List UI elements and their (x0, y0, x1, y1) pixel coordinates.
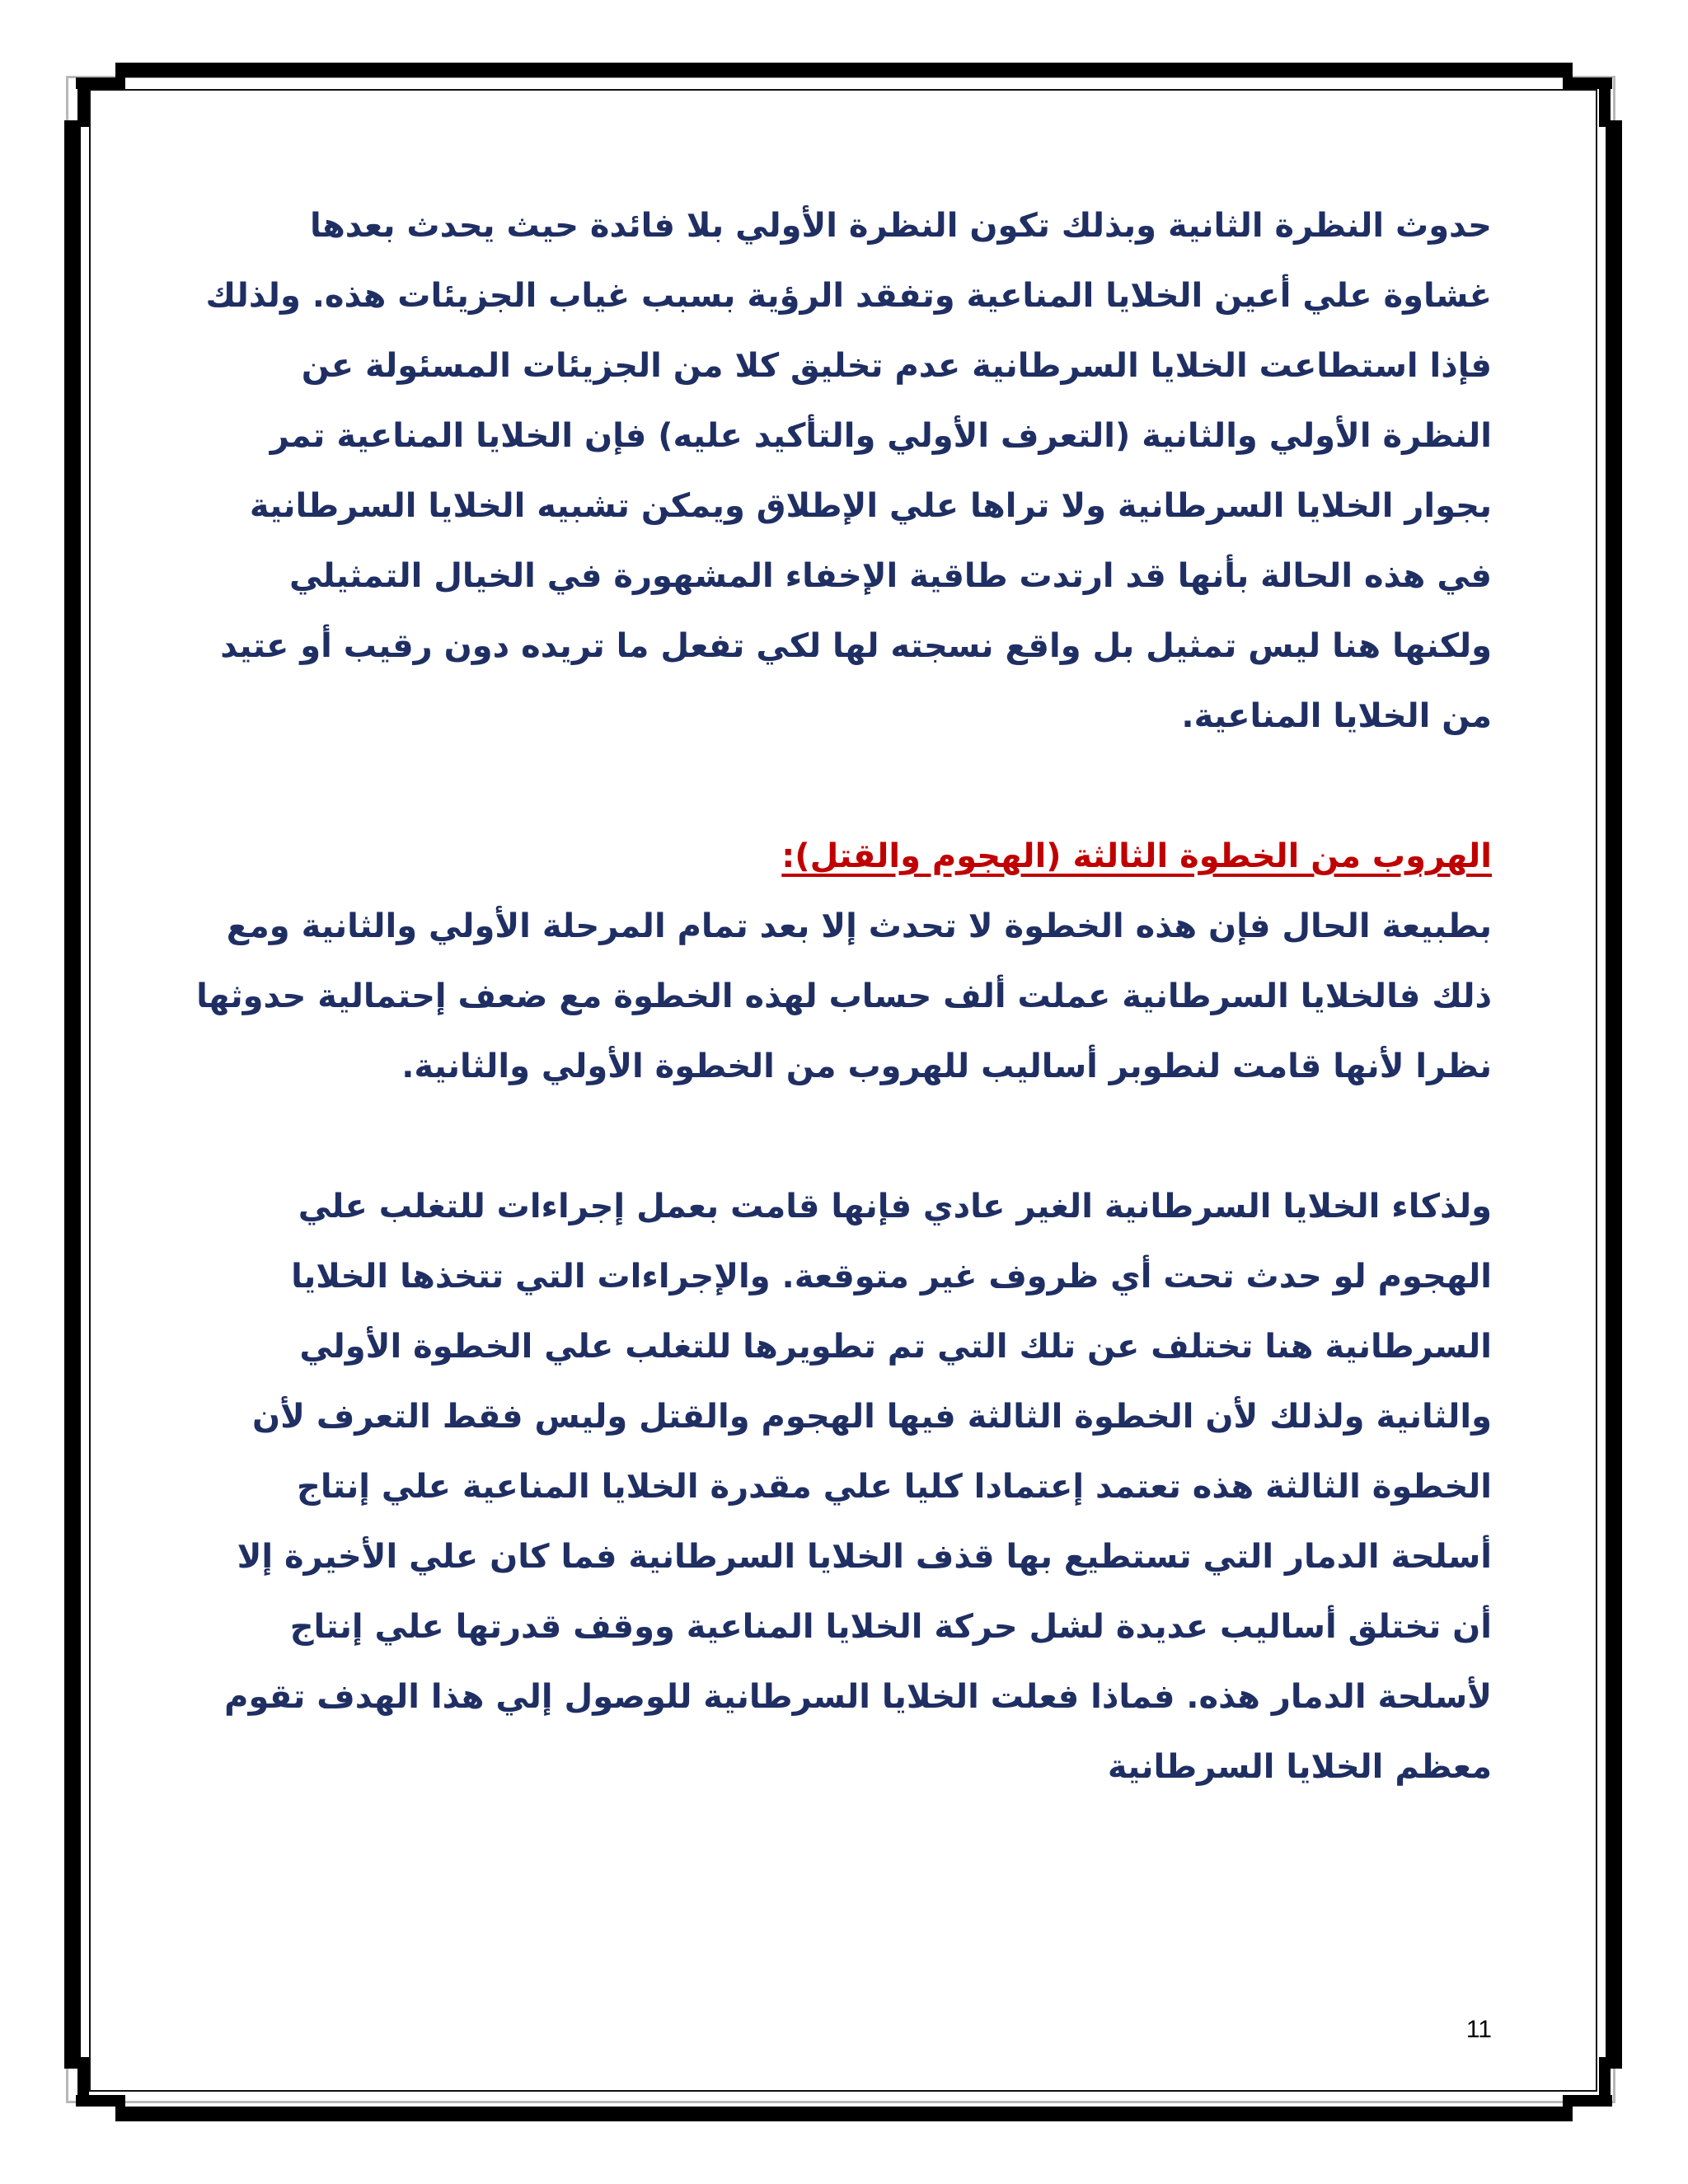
page-border-top (115, 63, 1573, 77)
section-heading: الهروب من الخطوة الثالثة (الهجوم والقتل): (781, 837, 1492, 875)
page-border-left (64, 120, 81, 2069)
page-border-corner (1599, 77, 1611, 127)
page-border-corner (77, 2057, 89, 2107)
body-paragraph: حدوث النظرة الثانية وبذلك تكون النظرة الأولي بلا فائدة حيث يحدث بعدها غشاوة علي أعين الخلايا المناعية وتفقد الرؤية بسبب غياب الجزيئات هذه. ولذلك فإذا استطاعت الخلايا السرطانية عدم تخليق كلا من الجزيئات المسئولة عن النظرة الأولي والثانية (التعرف الأولي والتأكيد عليه) فإن الخلايا المناعية تمر بجوار الخلايا السرطانية ولا تراها علي الإطلاق ويمكن تشبيه الخلايا السرطانية في هذه الحالة بأنها قد ارتدت طاقية الإخفاء المشهورة في الخيال التمثيلي ولكنها هنا ليس تمثيل بل واقع نسجته لها لكي تفعل ما تريده دون رقيب أو عتيد من الخلايا المناعية. (205, 207, 1492, 735)
page-border-right (1606, 120, 1622, 2069)
page-number: 11 (1465, 2016, 1492, 2043)
paragraph-spacer (195, 1102, 1492, 1172)
body-paragraph: بطبيعة الحال فإن هذه الخطوة لا تحدث إلا بعد تمام المرحلة الأولي والثانية ومع ذلك فالخلايا السرطانية عملت ألف حساب لهذه الخطوة مع ضعف إحتمالية حدوثها نظرا لأنها قامت لنطوبر أساليب للهروب من الخطوة الأولي والثانية. (196, 907, 1492, 1085)
page-border-corner (1599, 2057, 1611, 2107)
body-paragraph: ولذكاء الخلايا السرطانية الغير عادي فإنها قامت بعمل إجراءات للتغلب علي الهجوم لو حدث تحت أي ظروف غير متوقعة. والإجراءات التي تتخذها الخلايا السرطانية هنا تختلف عن تلك التي تم تطويرها للتغلب علي الخطوة الأولي والثانية ولذلك لأن الخطوة الثالثة فيها الهجوم والقتل وليس فقط التعرف لأن الخطوة الثالثة هذه تعتمد إعتمادا كليا علي مقدرة الخلايا المناعية علي إنتاج أسلحة الدمار التي تستطيع بها قذف الخلايا السرطانية فما كان علي الأخيرة إلا أن تختلق أساليب عديدة لشل حركة الخلايا المناعية ووقف قدرتها علي إنتاج لأسلحة الدمار هذه. فماذا فعلت الخلايا السرطانية للوصول إلي هذا الهدف تقوم معظم الخلايا السرطانية (224, 1188, 1492, 1786)
page-border-bottom (115, 2107, 1573, 2121)
paragraph-spacer (195, 752, 1492, 822)
page-border-corner (77, 77, 89, 127)
page-content (195, 191, 1492, 1802)
